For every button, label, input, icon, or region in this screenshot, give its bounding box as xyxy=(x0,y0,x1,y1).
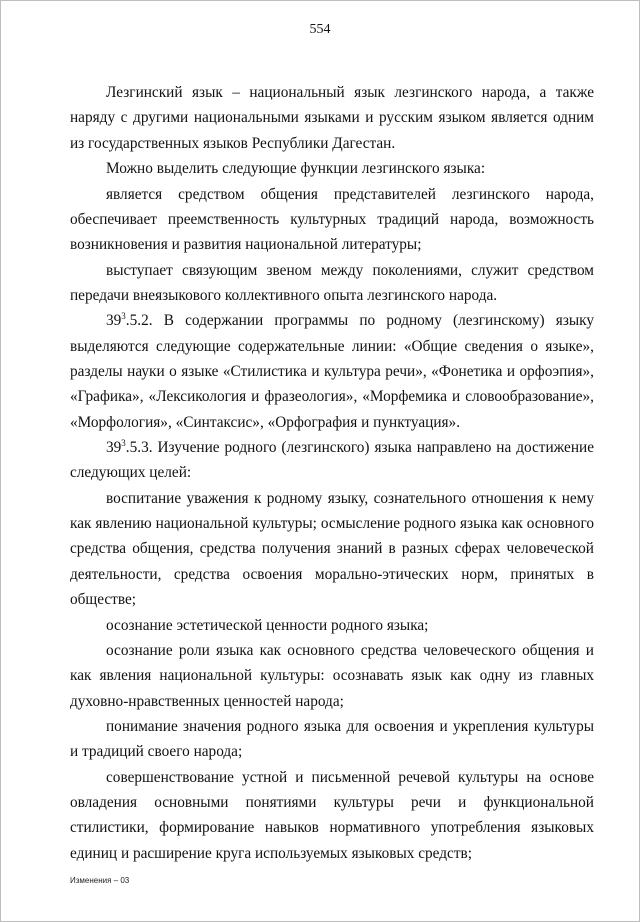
paragraph-functions-intro: Можно выделить следующие функции лезгинского языка: xyxy=(106,160,486,178)
document-body xyxy=(70,80,594,866)
section-number-main: 39 xyxy=(106,439,122,457)
goal-speech-culture: совершенствование устной и письменной речевой культуры на основе овладения основными понятиями культуры речи и функциональной стилистики, формирование навыков нормативного употребления языковых единиц и расширение круга используемых языковых средств; xyxy=(70,768,594,862)
goal-aesthetic-value: осознание эстетической ценности родного языка; xyxy=(106,616,429,634)
section-39-3-5-3 xyxy=(70,435,594,486)
section-39-3-5-2 xyxy=(70,308,594,434)
paragraph-function-communication: является средством общения представителей лезгинского народа, обеспечивает преемственность культурных традиций народа, возможность возникновения и развития национальной литературы; xyxy=(70,185,594,254)
goal-respect-for-language: воспитание уважения к родному языку, сознательного отношения к нему как явлению национальной культуры; осмысление родного языка как основного средства общения, средства получения знаний в разных сферах человеческой деятельности, средства освоения морально-этических норм, принятых в обществе; xyxy=(70,489,594,609)
section-number-rest: .5.2. xyxy=(125,312,153,330)
section-text: В содержании программы по родному (лезгинскому) языку выделяются следующие содержательные линии: «Общие сведения о языке», разделы науки о языке «Стилистика и культура речи», «Фонетика и орфоэпия», «Графика», «Лексикология и фразеология», «Морфемика и словообразование», «Морфология», «Синтаксис», «Орфография и пунктуация». xyxy=(70,312,594,431)
goal-role-of-language: осознание роли языка как основного средства человеческого общения и как явления национальной культуры: осознавать язык как одну из главных духовно-нравственных ценностей народа; xyxy=(70,642,594,710)
page-number: 554 xyxy=(309,22,331,37)
section-number-main: 39 xyxy=(106,312,122,330)
section-number-superscript: 3 xyxy=(121,438,126,449)
paragraph-language-status: Лезгинский язык – национальный язык лезгинского народа, а также наряду с другими национальными языками и русским языком является одним из государственных языков Республики Дагестан. xyxy=(70,84,594,152)
section-text: Изучение родного (лезгинского) языка направлено на достижение следующих целей: xyxy=(70,439,594,482)
goal-culture-and-traditions: понимание значения родного языка для освоения и укрепления культуры и традиций своего народа; xyxy=(70,718,594,761)
paragraph-function-generations: выступает связующим звеном между поколениями, служит средством передачи внеязыкового коллективного опыта лезгинского народа. xyxy=(70,261,594,304)
section-number-superscript: 3 xyxy=(121,311,126,322)
footer-revision-note: Изменения – 03 xyxy=(70,876,130,885)
section-number-rest: .5.3. xyxy=(125,439,153,457)
